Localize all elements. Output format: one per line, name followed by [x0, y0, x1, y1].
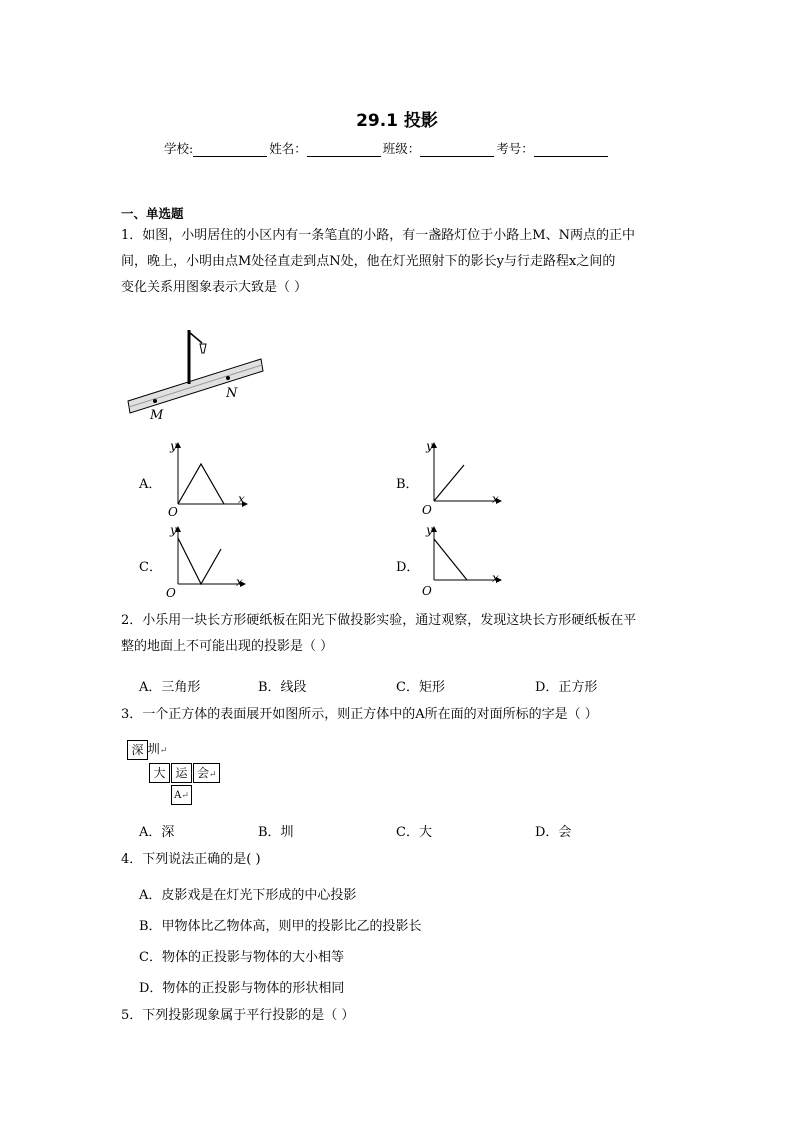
- q4-option-c[interactable]: C．物体的正投影与物体的大小相等: [139, 950, 344, 965]
- section-title: 一、单选题: [121, 206, 184, 221]
- name-field[interactable]: [307, 142, 381, 157]
- return-mark: ↵: [209, 770, 217, 780]
- q2-line1: 2．小乐用一块长方形硬纸板在阳光下做投影实验，通过观察，发现这块长方形硬纸板在平: [121, 613, 637, 628]
- q1-option-c-graph[interactable]: [162, 522, 252, 602]
- label-m: M: [150, 408, 164, 423]
- exam-no-field[interactable]: [534, 142, 608, 157]
- class-label: 班级：: [382, 141, 421, 156]
- q1-option-a-label[interactable]: A．: [139, 477, 162, 492]
- axis-x-label: x: [492, 492, 499, 506]
- axis-x-label: x: [236, 575, 243, 589]
- school-field[interactable]: [193, 142, 267, 157]
- class-field[interactable]: [420, 142, 494, 157]
- q2-option-c[interactable]: C．矩形: [396, 680, 445, 695]
- net-cell-zhen: 圳: [147, 742, 160, 756]
- q3-option-b[interactable]: B．圳: [258, 825, 294, 840]
- net-cell-yun: 运: [171, 763, 192, 783]
- q4-option-d[interactable]: D．物体的正投影与物体的形状相同: [139, 981, 345, 996]
- q4-option-b[interactable]: B．甲物体比乙物体高，则甲的投影比乙的投影长: [139, 919, 422, 934]
- q1-option-b-graph[interactable]: [418, 438, 508, 518]
- q3-text: 3．一个正方体的表面展开如图所示，则正方体中的A所在面的对面所标的字是（ ）: [121, 707, 598, 722]
- return-mark: ↵: [181, 791, 189, 801]
- q3-option-a[interactable]: A．深: [139, 825, 175, 840]
- net-cell-shen: 深: [127, 740, 148, 760]
- net-cell-a-wrap: [171, 785, 192, 805]
- return-mark: ↵: [159, 746, 168, 756]
- label-n: N: [226, 386, 238, 401]
- q1-option-d-label[interactable]: D．: [396, 560, 420, 575]
- net-cell-zhen-wrap: [147, 740, 168, 760]
- point-m: [153, 399, 157, 403]
- point-n: [226, 376, 230, 380]
- name-label: 姓名：: [269, 141, 307, 156]
- q2-text: [121, 608, 636, 660]
- q3-cube-net: [127, 740, 227, 810]
- q5-text: 5．下列投影现象属于平行投影的是（ ）: [121, 1008, 355, 1023]
- origin-label: O: [422, 503, 432, 517]
- q3-option-c[interactable]: C．大: [396, 825, 432, 840]
- axis-y-label: y: [170, 439, 177, 453]
- axis-y-label: y: [426, 523, 433, 537]
- exam-no-label: 考号：: [496, 141, 534, 156]
- q1-option-b-label[interactable]: B．: [396, 477, 419, 492]
- q1-line2: 间，晚上，小明由点M处径直走到点N处，他在灯光照射下的影长y与行走路程x之间的: [121, 254, 616, 269]
- school-label: 学校:: [164, 141, 194, 156]
- student-info-line: [164, 139, 610, 157]
- graph-line: [434, 539, 467, 580]
- q1-option-d-graph[interactable]: [418, 522, 508, 602]
- road-midline: [129, 365, 262, 407]
- lamp-arm: [189, 332, 202, 343]
- q3-option-d[interactable]: D．会: [535, 825, 572, 840]
- graph-line: [434, 465, 464, 501]
- net-cell-hui-wrap: [193, 763, 220, 783]
- origin-label: O: [422, 584, 432, 598]
- q1-option-c-label[interactable]: C．: [139, 560, 162, 575]
- axis-x-label: x: [238, 492, 245, 506]
- graph-line: [178, 464, 224, 504]
- axis-x-label: x: [492, 571, 499, 585]
- q1-text: [121, 223, 635, 301]
- axis-y-label: y: [170, 523, 177, 537]
- page-title: 29.1 投影: [356, 111, 438, 131]
- net-cell-hui: 会: [197, 766, 210, 780]
- net-cell-a: A: [174, 790, 182, 801]
- q4-text: 4．下列说法正确的是( ): [121, 852, 261, 867]
- q4-option-a[interactable]: A．皮影戏是在灯光下形成的中心投影: [139, 888, 357, 903]
- axis-y-label: y: [426, 439, 433, 453]
- q2-option-b[interactable]: B．线段: [258, 680, 307, 695]
- q1-streetlamp-figure: [122, 326, 272, 424]
- q2-line2: 整的地面上不可能出现的投影是（ ）: [121, 639, 334, 654]
- lamp-head: [200, 344, 206, 353]
- q2-option-d[interactable]: D．正方形: [535, 680, 598, 695]
- q1-line3: 变化关系用图象表示大致是（ ）: [121, 280, 308, 295]
- q1-line1: 1．如图，小明居住的小区内有一条笔直的小路，有一盏路灯位于小路上M、N两点的正中: [121, 228, 635, 243]
- origin-label: O: [166, 586, 176, 600]
- q1-option-a-graph[interactable]: [162, 438, 252, 518]
- graph-line: [178, 538, 221, 584]
- q2-option-a[interactable]: A．三角形: [139, 680, 201, 695]
- origin-label: O: [168, 505, 178, 518]
- net-cell-da: 大: [149, 763, 170, 783]
